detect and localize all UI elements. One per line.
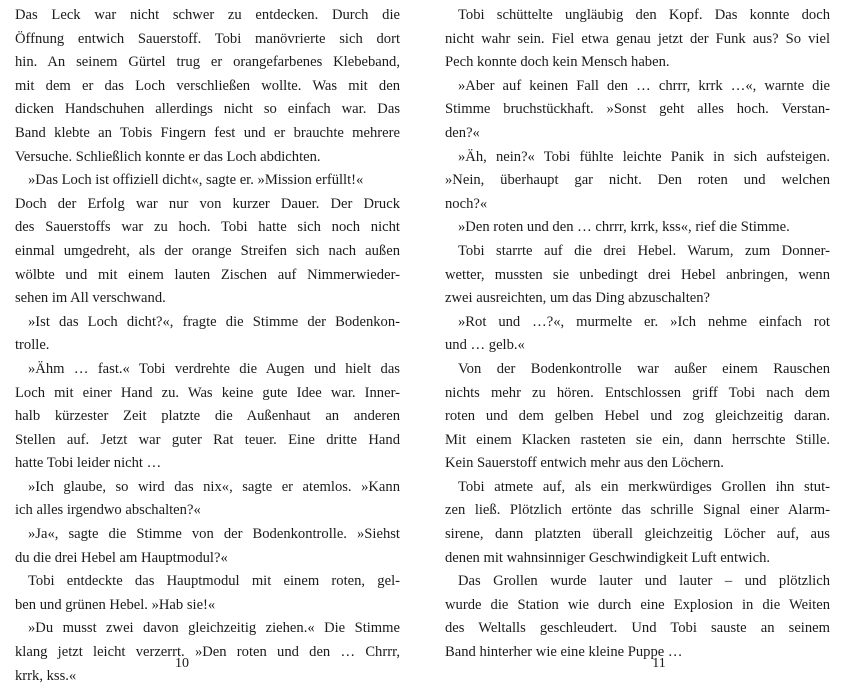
text-line: wölbte und mit einem lauten Zischen auf Nimmerwieder- [15,266,400,283]
text-line: des Weltalls geschleudert. Und Tobi sauste an seinem [445,620,830,637]
text-line: Öffnung entwich Sauerstoff. Tobi manövrierte sich dort [15,30,400,47]
text-line: »Ich glaube, so wird das nix«, sagte er atemlos. »Kann [28,478,400,495]
text-line: »Aber auf keinen Fall den … chrrr, krrk …«, warnte die [458,77,830,94]
text-line: Das Grollen wurde lauter und lauter – und plötzlich [458,573,830,590]
text-line: Von der Bodenkontrolle war außer einem Rauschen [458,360,830,377]
text-line: Band hinterher wie eine kleine Puppe … [445,644,683,661]
text-line: dicken Handschuhen allerdings nicht so einfach war. Das [15,101,400,118]
text-line: einmal umgedreht, als der orange Streifen sich nach außen [15,242,400,259]
text-line: zen ließ. Plötzlich ertönte das schrille Signal einer Alarm- [445,502,830,519]
text-line: den?« [445,124,480,141]
text-line: hatte Tobi leider nicht … [15,455,162,472]
text-line: »Du musst zwei davon gleichzeitig ziehen.« Die Stimme [28,620,400,637]
right-page [440,0,850,680]
text-line: »Den roten und den … chrrr, krrk, kss«, rief die Stimme. [458,219,790,236]
text-line: Das Leck war nicht schwer zu entdecken. Durch die [15,7,400,23]
text-line: »Das Loch ist offiziell dicht«, sagte er. »Mission erfüllt!« [28,172,364,189]
page-number-right: 11 [652,656,666,671]
text-line: Band klebte an Tobis Fingern fest und er brauchte mehrere [15,124,400,141]
text-line: Loch mit einer Hand zu. Was keine gute Idee war. Inner- [15,384,400,401]
text-line: ben und grünen Hebel. »Hab sie!« [15,596,216,613]
text-line: Tobi starrte auf die drei Hebel. Warum, zum Donner- [458,242,830,259]
text-line: wurde die Station wie durch eine Explosion in die Weiten [445,596,830,613]
text-line: Doch der Erfolg war nur von kurzer Dauer. Der Druck [15,195,400,212]
text-line: Pech konnte doch kein Mensch haben. [445,54,670,71]
text-line: Tobi schüttelte ungläubig den Kopf. Das konnte doch [458,7,830,23]
text-line: trolle. [15,337,50,354]
text-line: »Nein, überhaupt gar nicht. Den roten und welchen [445,172,830,189]
text-line: Versuche. Schließlich konnte er das Loch abdichten. [15,148,321,165]
text-line: »Ja«, sagte die Stimme von der Bodenkontrolle. »Siehst [28,526,400,543]
text-line: noch?« [445,195,488,212]
text-line: ich alles irgendwo abschalten?« [15,502,201,519]
text-line: und … gelb.« [445,337,525,354]
text-line: nicht wahr sein. Fiel etwa genau jetzt der Funk aus? So viel [445,30,830,47]
text-line: Tobi atmete auf, als ein merkwürdiges Grollen ihn stut- [458,478,830,495]
text-line: »Ist das Loch dicht?«, fragte die Stimme der Bodenkon- [28,313,400,330]
text-line: hin. An seinem Gürtel trug er orangefarbenes Klebeband, [15,54,400,71]
text-line: »Rot und …?«, murmelte er. »Ich nehme einfach rot [458,313,830,330]
text-line: Stellen auf. Jetzt war guter Rat teuer. Eine dritte Hand [15,431,400,448]
text-line: nichts mehr zu hören. Entschlossen griff Tobi nach dem [445,384,830,401]
text-line: zwei ausreichten, um das Ding abzuschalten? [445,290,711,307]
text-line: Tobi entdeckte das Hauptmodul mit einem roten, gel- [28,573,400,590]
text-line: denen mit wahnsinniger Geschwindigkeit Luft entwich. [445,549,771,566]
left-page-text [15,4,400,688]
text-line: »Ähm … fast.« Tobi verdrehte die Augen und hielt das [28,360,400,377]
text-line: »Äh, nein?« Tobi fühlte leichte Panik in sich aufsteigen. [458,148,830,165]
text-line: mit dem er das Loch verschließen wollte. Was mit den [15,77,400,94]
text-line: sehen im All verschwand. [15,290,166,307]
text-line: du die drei Hebel am Hauptmodul?« [15,549,228,566]
text-line: roten und dem gelben Hebel und zog gleichzeitig daran. [445,408,830,425]
text-line: sirene, dann platzten überall gleichzeitig Löcher auf, aus [445,526,830,543]
text-line: Kein Sauerstoff entwich mehr aus den Löchern. [445,455,724,472]
left-page [0,0,410,684]
text-line: klang jetzt leicht verzerrt. »Den roten und den … Chrrr, [15,644,400,661]
text-line: halb kürzester Zeit platzte die Außenhaut an anderen [15,408,400,425]
text-line: wetter, mussten sie unbedingt drei Hebel anbringen, wenn [445,266,830,283]
text-line: Mit einem Klacken rasteten sie ein, dann herrschte Stille. [445,431,830,448]
text-line: krrk, kss.« [15,667,77,684]
text-line: Stimme bruchstückhaft. »Sonst geht alles hoch. Verstan- [445,101,830,118]
right-page-text [445,4,830,665]
page-number-left: 10 [175,656,189,671]
text-line: des Sauerstoffs war zu hoch. Tobi hatte sich noch nicht [15,219,400,236]
